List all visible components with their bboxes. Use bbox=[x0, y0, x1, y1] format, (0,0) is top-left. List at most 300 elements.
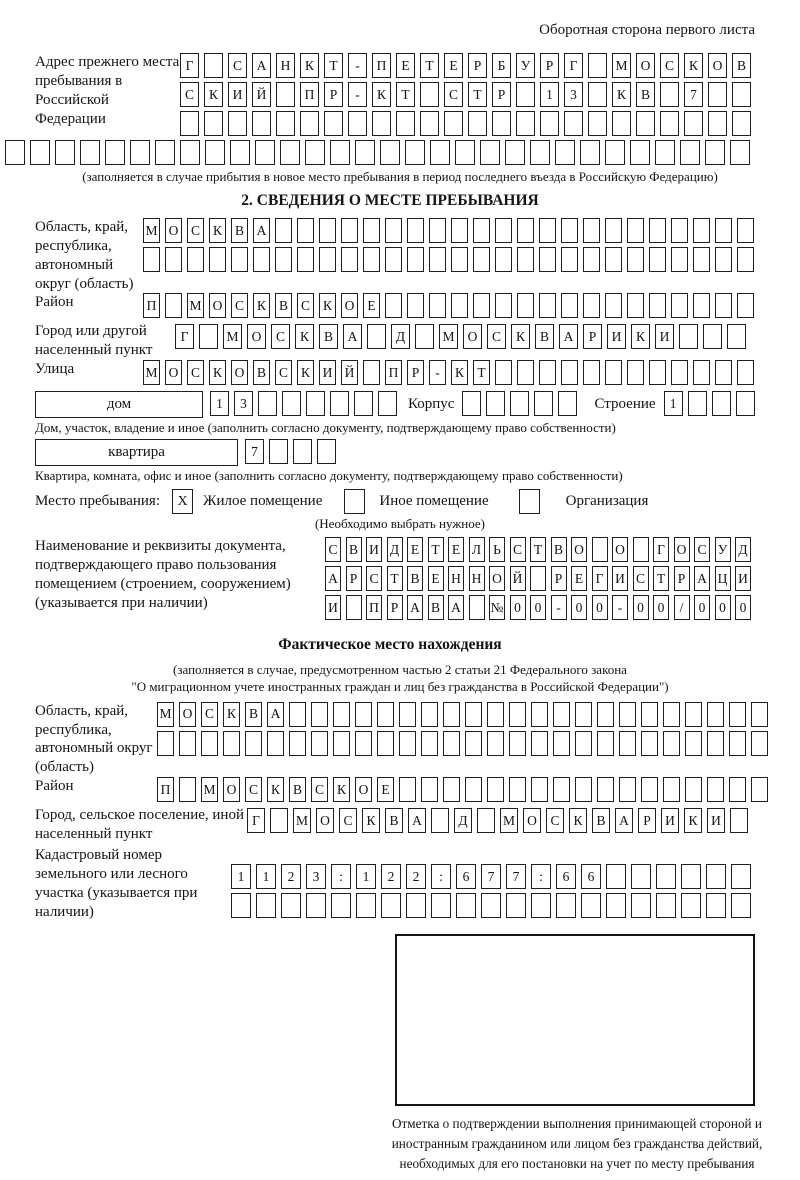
char-cell bbox=[228, 111, 247, 136]
char-cell: Е bbox=[407, 537, 423, 562]
char-cell bbox=[187, 247, 204, 272]
char-cell bbox=[311, 731, 328, 756]
char-cell: Р bbox=[540, 53, 559, 78]
char-cell bbox=[487, 731, 504, 756]
char-cell bbox=[606, 893, 626, 918]
char-cell: И bbox=[661, 808, 679, 833]
region-label: Область, край, республика, автономный округ (область) bbox=[35, 218, 134, 292]
char-cell: Б bbox=[492, 53, 511, 78]
char-cell bbox=[684, 111, 703, 136]
char-cell: Р bbox=[387, 595, 403, 620]
char-cell: 0 bbox=[530, 595, 546, 620]
char-cell: Д bbox=[735, 537, 751, 562]
char-cell bbox=[289, 731, 306, 756]
char-cell bbox=[443, 777, 460, 802]
char-cell: П bbox=[157, 777, 174, 802]
char-cell: И bbox=[607, 324, 626, 349]
char-cell bbox=[372, 111, 391, 136]
char-cell bbox=[289, 702, 306, 727]
actual-district-row bbox=[157, 777, 773, 802]
char-cell bbox=[399, 731, 416, 756]
char-cell: С bbox=[660, 53, 679, 78]
char-cell: Т bbox=[468, 82, 487, 107]
char-cell: С bbox=[339, 808, 357, 833]
char-cell bbox=[530, 140, 550, 165]
char-cell bbox=[355, 140, 375, 165]
stay-type-option-organization: Организация bbox=[565, 493, 649, 510]
char-cell bbox=[367, 324, 386, 349]
char-cell: О bbox=[674, 537, 690, 562]
char-cell bbox=[556, 893, 576, 918]
char-cell bbox=[255, 140, 275, 165]
char-cell: Л bbox=[469, 537, 485, 562]
char-cell bbox=[462, 391, 481, 416]
char-cell: Д bbox=[387, 537, 403, 562]
char-cell bbox=[330, 391, 349, 416]
apartment-block bbox=[35, 439, 755, 466]
char-cell bbox=[605, 360, 622, 385]
char-cell bbox=[630, 140, 650, 165]
char-cell bbox=[468, 111, 487, 136]
city-row bbox=[175, 324, 751, 349]
char-cell: О bbox=[247, 324, 266, 349]
char-cell: 0 bbox=[633, 595, 649, 620]
char-cell bbox=[649, 247, 666, 272]
char-cell bbox=[731, 864, 751, 889]
char-cell bbox=[451, 218, 468, 243]
char-cell: Т bbox=[653, 566, 669, 591]
char-cell bbox=[451, 247, 468, 272]
confirmation-mark-box bbox=[395, 934, 755, 1106]
char-cell bbox=[300, 111, 319, 136]
char-cell bbox=[473, 218, 490, 243]
char-cell bbox=[575, 731, 592, 756]
char-cell bbox=[671, 360, 688, 385]
char-cell bbox=[729, 731, 746, 756]
char-cell bbox=[656, 864, 676, 889]
char-cell bbox=[363, 360, 380, 385]
confirmation-caption: Отметка о подтверждении выполнения принимающей стороной и иностранным гражданином или лицом без гражданства действий, необходимых для его постановки на учет по месту пребывания bbox=[391, 1116, 763, 1171]
char-cell bbox=[597, 702, 614, 727]
house-box: дом bbox=[35, 391, 203, 418]
char-cell: А bbox=[267, 702, 284, 727]
char-cell: М bbox=[439, 324, 458, 349]
char-cell: Г bbox=[564, 53, 583, 78]
char-cell bbox=[385, 218, 402, 243]
char-cell: О bbox=[341, 293, 358, 318]
char-cell bbox=[605, 218, 622, 243]
char-cell: Д bbox=[391, 324, 410, 349]
char-cell: Р bbox=[492, 82, 511, 107]
char-cell bbox=[509, 731, 526, 756]
char-cell bbox=[276, 111, 295, 136]
char-cell bbox=[730, 140, 750, 165]
char-cell: П bbox=[372, 53, 391, 78]
char-cell bbox=[531, 893, 551, 918]
char-cell: О bbox=[355, 777, 372, 802]
char-cell bbox=[736, 391, 755, 416]
char-cell bbox=[663, 777, 680, 802]
korpus-cells bbox=[462, 391, 582, 416]
char-cell: С bbox=[180, 82, 199, 107]
char-cell bbox=[465, 702, 482, 727]
char-cell bbox=[252, 111, 271, 136]
region-row-1 bbox=[143, 218, 759, 243]
char-cell: К bbox=[362, 808, 380, 833]
char-cell bbox=[737, 360, 754, 385]
char-cell bbox=[495, 360, 512, 385]
char-cell: В bbox=[551, 537, 567, 562]
char-cell bbox=[681, 864, 701, 889]
char-cell bbox=[281, 893, 301, 918]
char-cell: С bbox=[187, 360, 204, 385]
char-cell bbox=[333, 731, 350, 756]
char-cell: 3 bbox=[564, 82, 583, 107]
char-cell: О bbox=[165, 218, 182, 243]
house-block bbox=[35, 391, 755, 418]
char-cell: Е bbox=[444, 53, 463, 78]
document-row-3 bbox=[325, 595, 756, 620]
char-cell bbox=[539, 293, 556, 318]
char-cell bbox=[377, 702, 394, 727]
char-cell bbox=[276, 82, 295, 107]
char-cell bbox=[443, 731, 460, 756]
char-cell: 6 bbox=[456, 864, 476, 889]
char-cell bbox=[381, 893, 401, 918]
char-cell: К bbox=[372, 82, 391, 107]
char-cell bbox=[105, 140, 125, 165]
char-cell bbox=[693, 293, 710, 318]
char-cell bbox=[592, 537, 608, 562]
region-cells bbox=[143, 218, 759, 276]
char-cell: № bbox=[489, 595, 505, 620]
char-cell: Ь bbox=[489, 537, 505, 562]
char-cell: 7 bbox=[245, 439, 264, 464]
char-cell: В bbox=[428, 595, 444, 620]
char-cell: 2 bbox=[381, 864, 401, 889]
prev-address-row-1 bbox=[180, 53, 756, 78]
char-cell bbox=[385, 293, 402, 318]
char-cell: П bbox=[143, 293, 160, 318]
char-cell: А bbox=[253, 218, 270, 243]
char-cell: П bbox=[366, 595, 382, 620]
prev-address-row-4 bbox=[5, 140, 755, 165]
char-cell: К bbox=[300, 53, 319, 78]
char-cell bbox=[671, 247, 688, 272]
char-cell: К bbox=[209, 218, 226, 243]
char-cell bbox=[580, 140, 600, 165]
char-cell: С bbox=[275, 360, 292, 385]
char-cell: М bbox=[143, 360, 160, 385]
char-cell bbox=[385, 247, 402, 272]
document-cells bbox=[325, 537, 756, 624]
char-cell: И bbox=[655, 324, 674, 349]
char-cell bbox=[712, 391, 731, 416]
char-cell bbox=[405, 140, 425, 165]
char-cell bbox=[727, 324, 746, 349]
char-cell: В bbox=[732, 53, 751, 78]
char-cell bbox=[201, 731, 218, 756]
char-cell: С bbox=[271, 324, 290, 349]
char-cell bbox=[180, 111, 199, 136]
char-cell bbox=[531, 702, 548, 727]
char-cell bbox=[407, 247, 424, 272]
char-cell: И bbox=[325, 595, 341, 620]
char-cell bbox=[561, 360, 578, 385]
char-cell bbox=[297, 247, 314, 272]
cadastral-label: Кадастровый номер земельного или лесного участка (указывается при наличии) bbox=[35, 847, 198, 920]
char-cell: С bbox=[510, 537, 526, 562]
char-cell: С bbox=[201, 702, 218, 727]
cadastral-row-1 bbox=[231, 864, 756, 889]
char-cell bbox=[363, 247, 380, 272]
char-cell bbox=[204, 53, 223, 78]
char-cell bbox=[539, 218, 556, 243]
char-cell: Г bbox=[653, 537, 669, 562]
char-cell bbox=[509, 702, 526, 727]
cadastral-block bbox=[35, 846, 755, 922]
char-cell bbox=[256, 893, 276, 918]
char-cell bbox=[407, 218, 424, 243]
char-cell bbox=[588, 82, 607, 107]
char-cell bbox=[627, 360, 644, 385]
char-cell bbox=[540, 111, 559, 136]
char-cell bbox=[679, 324, 698, 349]
house-note: Дом, участок, владение и иное (заполнить согласно документу, подтверждающему право собственности) bbox=[35, 420, 616, 436]
char-cell bbox=[487, 702, 504, 727]
char-cell bbox=[649, 360, 666, 385]
street-label: Улица bbox=[35, 361, 75, 378]
prev-address-label: Адрес прежнего места пребывания в Российской Федерации bbox=[35, 54, 180, 127]
char-cell bbox=[429, 218, 446, 243]
char-cell: К bbox=[209, 360, 226, 385]
char-cell bbox=[451, 293, 468, 318]
char-cell bbox=[465, 777, 482, 802]
char-cell bbox=[706, 864, 726, 889]
cadastral-row-2 bbox=[231, 893, 756, 918]
char-cell bbox=[275, 247, 292, 272]
char-cell bbox=[505, 140, 525, 165]
char-cell: 3 bbox=[234, 391, 253, 416]
char-cell bbox=[633, 537, 649, 562]
char-cell: 1 bbox=[664, 391, 683, 416]
char-cell: Е bbox=[363, 293, 380, 318]
char-cell: О bbox=[231, 360, 248, 385]
char-cell bbox=[681, 893, 701, 918]
char-cell: Т bbox=[530, 537, 546, 562]
char-cell bbox=[553, 777, 570, 802]
char-cell bbox=[465, 731, 482, 756]
stroenie-cells bbox=[664, 391, 760, 416]
apartment-note: Квартира, комната, офис и иное (заполнить согласно документу, подтверждающему право собственности) bbox=[35, 468, 623, 484]
stroenie-label: Строение bbox=[594, 396, 656, 413]
char-cell: У bbox=[715, 537, 731, 562]
char-cell bbox=[431, 893, 451, 918]
char-cell bbox=[707, 702, 724, 727]
char-cell bbox=[606, 864, 626, 889]
char-cell: С bbox=[694, 537, 710, 562]
char-cell bbox=[649, 218, 666, 243]
char-cell bbox=[707, 731, 724, 756]
char-cell: С bbox=[444, 82, 463, 107]
char-cell bbox=[737, 293, 754, 318]
char-cell: О bbox=[209, 293, 226, 318]
char-cell bbox=[407, 293, 424, 318]
char-cell bbox=[297, 218, 314, 243]
char-cell bbox=[363, 218, 380, 243]
char-cell bbox=[732, 111, 751, 136]
char-cell: 0 bbox=[592, 595, 608, 620]
char-cell bbox=[751, 731, 768, 756]
char-cell bbox=[539, 360, 556, 385]
district-row bbox=[143, 293, 759, 318]
prev-address-row-2 bbox=[180, 82, 756, 107]
char-cell bbox=[179, 731, 196, 756]
char-cell: 0 bbox=[694, 595, 710, 620]
city-label: Город или другой населенный пункт bbox=[35, 323, 153, 359]
korpus-label: Корпус bbox=[408, 396, 455, 413]
char-cell bbox=[143, 247, 160, 272]
char-cell: : bbox=[331, 864, 351, 889]
char-cell bbox=[730, 808, 748, 833]
char-cell bbox=[583, 293, 600, 318]
char-cell: П bbox=[300, 82, 319, 107]
char-cell bbox=[612, 111, 631, 136]
apartment-box: квартира bbox=[35, 439, 238, 466]
char-cell: 7 bbox=[506, 864, 526, 889]
char-cell bbox=[399, 777, 416, 802]
char-cell bbox=[655, 140, 675, 165]
char-cell bbox=[737, 247, 754, 272]
char-cell: И bbox=[228, 82, 247, 107]
char-cell bbox=[564, 111, 583, 136]
char-cell bbox=[517, 218, 534, 243]
char-cell bbox=[495, 218, 512, 243]
char-cell: Р bbox=[583, 324, 602, 349]
char-cell: М bbox=[143, 218, 160, 243]
actual-city-row bbox=[247, 808, 753, 833]
char-cell bbox=[706, 893, 726, 918]
char-cell: С bbox=[231, 293, 248, 318]
char-cell: А bbox=[408, 808, 426, 833]
char-cell bbox=[561, 247, 578, 272]
char-cell bbox=[275, 218, 292, 243]
char-cell: А bbox=[343, 324, 362, 349]
char-cell bbox=[685, 731, 702, 756]
char-cell bbox=[456, 893, 476, 918]
char-cell: Т bbox=[473, 360, 490, 385]
char-cell bbox=[179, 777, 196, 802]
char-cell bbox=[688, 391, 707, 416]
char-cell: Н bbox=[448, 566, 464, 591]
char-cell bbox=[165, 293, 182, 318]
char-cell bbox=[205, 140, 225, 165]
stay-type-note: (Необходимо выбрать нужное) bbox=[314, 516, 486, 532]
char-cell bbox=[660, 111, 679, 136]
char-cell: Й bbox=[510, 566, 526, 591]
char-cell bbox=[715, 218, 732, 243]
char-cell bbox=[231, 247, 248, 272]
char-cell: И bbox=[319, 360, 336, 385]
char-cell bbox=[671, 218, 688, 243]
char-cell bbox=[157, 731, 174, 756]
stay-type-block bbox=[35, 489, 755, 514]
checkbox-organization bbox=[519, 489, 540, 514]
char-cell: Т bbox=[387, 566, 403, 591]
char-cell: К bbox=[333, 777, 350, 802]
char-cell bbox=[641, 731, 658, 756]
char-cell bbox=[209, 247, 226, 272]
char-cell: - bbox=[348, 53, 367, 78]
char-cell bbox=[473, 293, 490, 318]
char-cell bbox=[280, 140, 300, 165]
char-cell: В bbox=[319, 324, 338, 349]
actual-city-label: Город, сельское поселение, иной населенный пункт bbox=[35, 807, 244, 843]
char-cell: 1 bbox=[210, 391, 229, 416]
prev-address-cells bbox=[180, 53, 756, 140]
char-cell: И bbox=[366, 537, 382, 562]
char-cell: 6 bbox=[556, 864, 576, 889]
char-cell bbox=[558, 391, 577, 416]
char-cell: М bbox=[612, 53, 631, 78]
char-cell: О bbox=[636, 53, 655, 78]
char-cell bbox=[319, 247, 336, 272]
char-cell bbox=[420, 111, 439, 136]
char-cell bbox=[516, 111, 535, 136]
char-cell: 0 bbox=[653, 595, 669, 620]
char-cell bbox=[588, 111, 607, 136]
char-cell: О bbox=[316, 808, 334, 833]
char-cell bbox=[341, 218, 358, 243]
char-cell bbox=[330, 140, 350, 165]
char-cell bbox=[619, 702, 636, 727]
char-cell bbox=[627, 218, 644, 243]
char-cell bbox=[631, 864, 651, 889]
char-cell bbox=[55, 140, 75, 165]
char-cell bbox=[534, 391, 553, 416]
char-cell: О bbox=[179, 702, 196, 727]
page-title: Оборотная сторона первого листа bbox=[539, 22, 755, 38]
document-label: Наименование и реквизиты документа, подтверждающего право пользования помещением (строением, сооружением) (указывается при наличии) bbox=[35, 537, 291, 611]
char-cell: 7 bbox=[481, 864, 501, 889]
char-cell: Д bbox=[454, 808, 472, 833]
char-cell bbox=[415, 324, 434, 349]
char-cell bbox=[517, 293, 534, 318]
char-cell bbox=[165, 247, 182, 272]
checkbox-residential: X bbox=[172, 489, 193, 514]
char-cell: - bbox=[429, 360, 446, 385]
char-cell: О bbox=[612, 537, 628, 562]
char-cell bbox=[530, 566, 546, 591]
char-cell bbox=[561, 218, 578, 243]
char-cell bbox=[731, 893, 751, 918]
char-cell: К bbox=[684, 53, 703, 78]
char-cell: В bbox=[636, 82, 655, 107]
char-cell: К bbox=[295, 324, 314, 349]
actual-region-cells bbox=[157, 702, 773, 760]
char-cell bbox=[506, 893, 526, 918]
char-cell: А bbox=[252, 53, 271, 78]
char-cell bbox=[378, 391, 397, 416]
char-cell: В bbox=[275, 293, 292, 318]
char-cell bbox=[406, 893, 426, 918]
cadastral-cells bbox=[231, 864, 756, 922]
char-cell: С bbox=[633, 566, 649, 591]
char-cell bbox=[306, 391, 325, 416]
char-cell: 0 bbox=[735, 595, 751, 620]
char-cell bbox=[495, 247, 512, 272]
char-cell bbox=[649, 293, 666, 318]
